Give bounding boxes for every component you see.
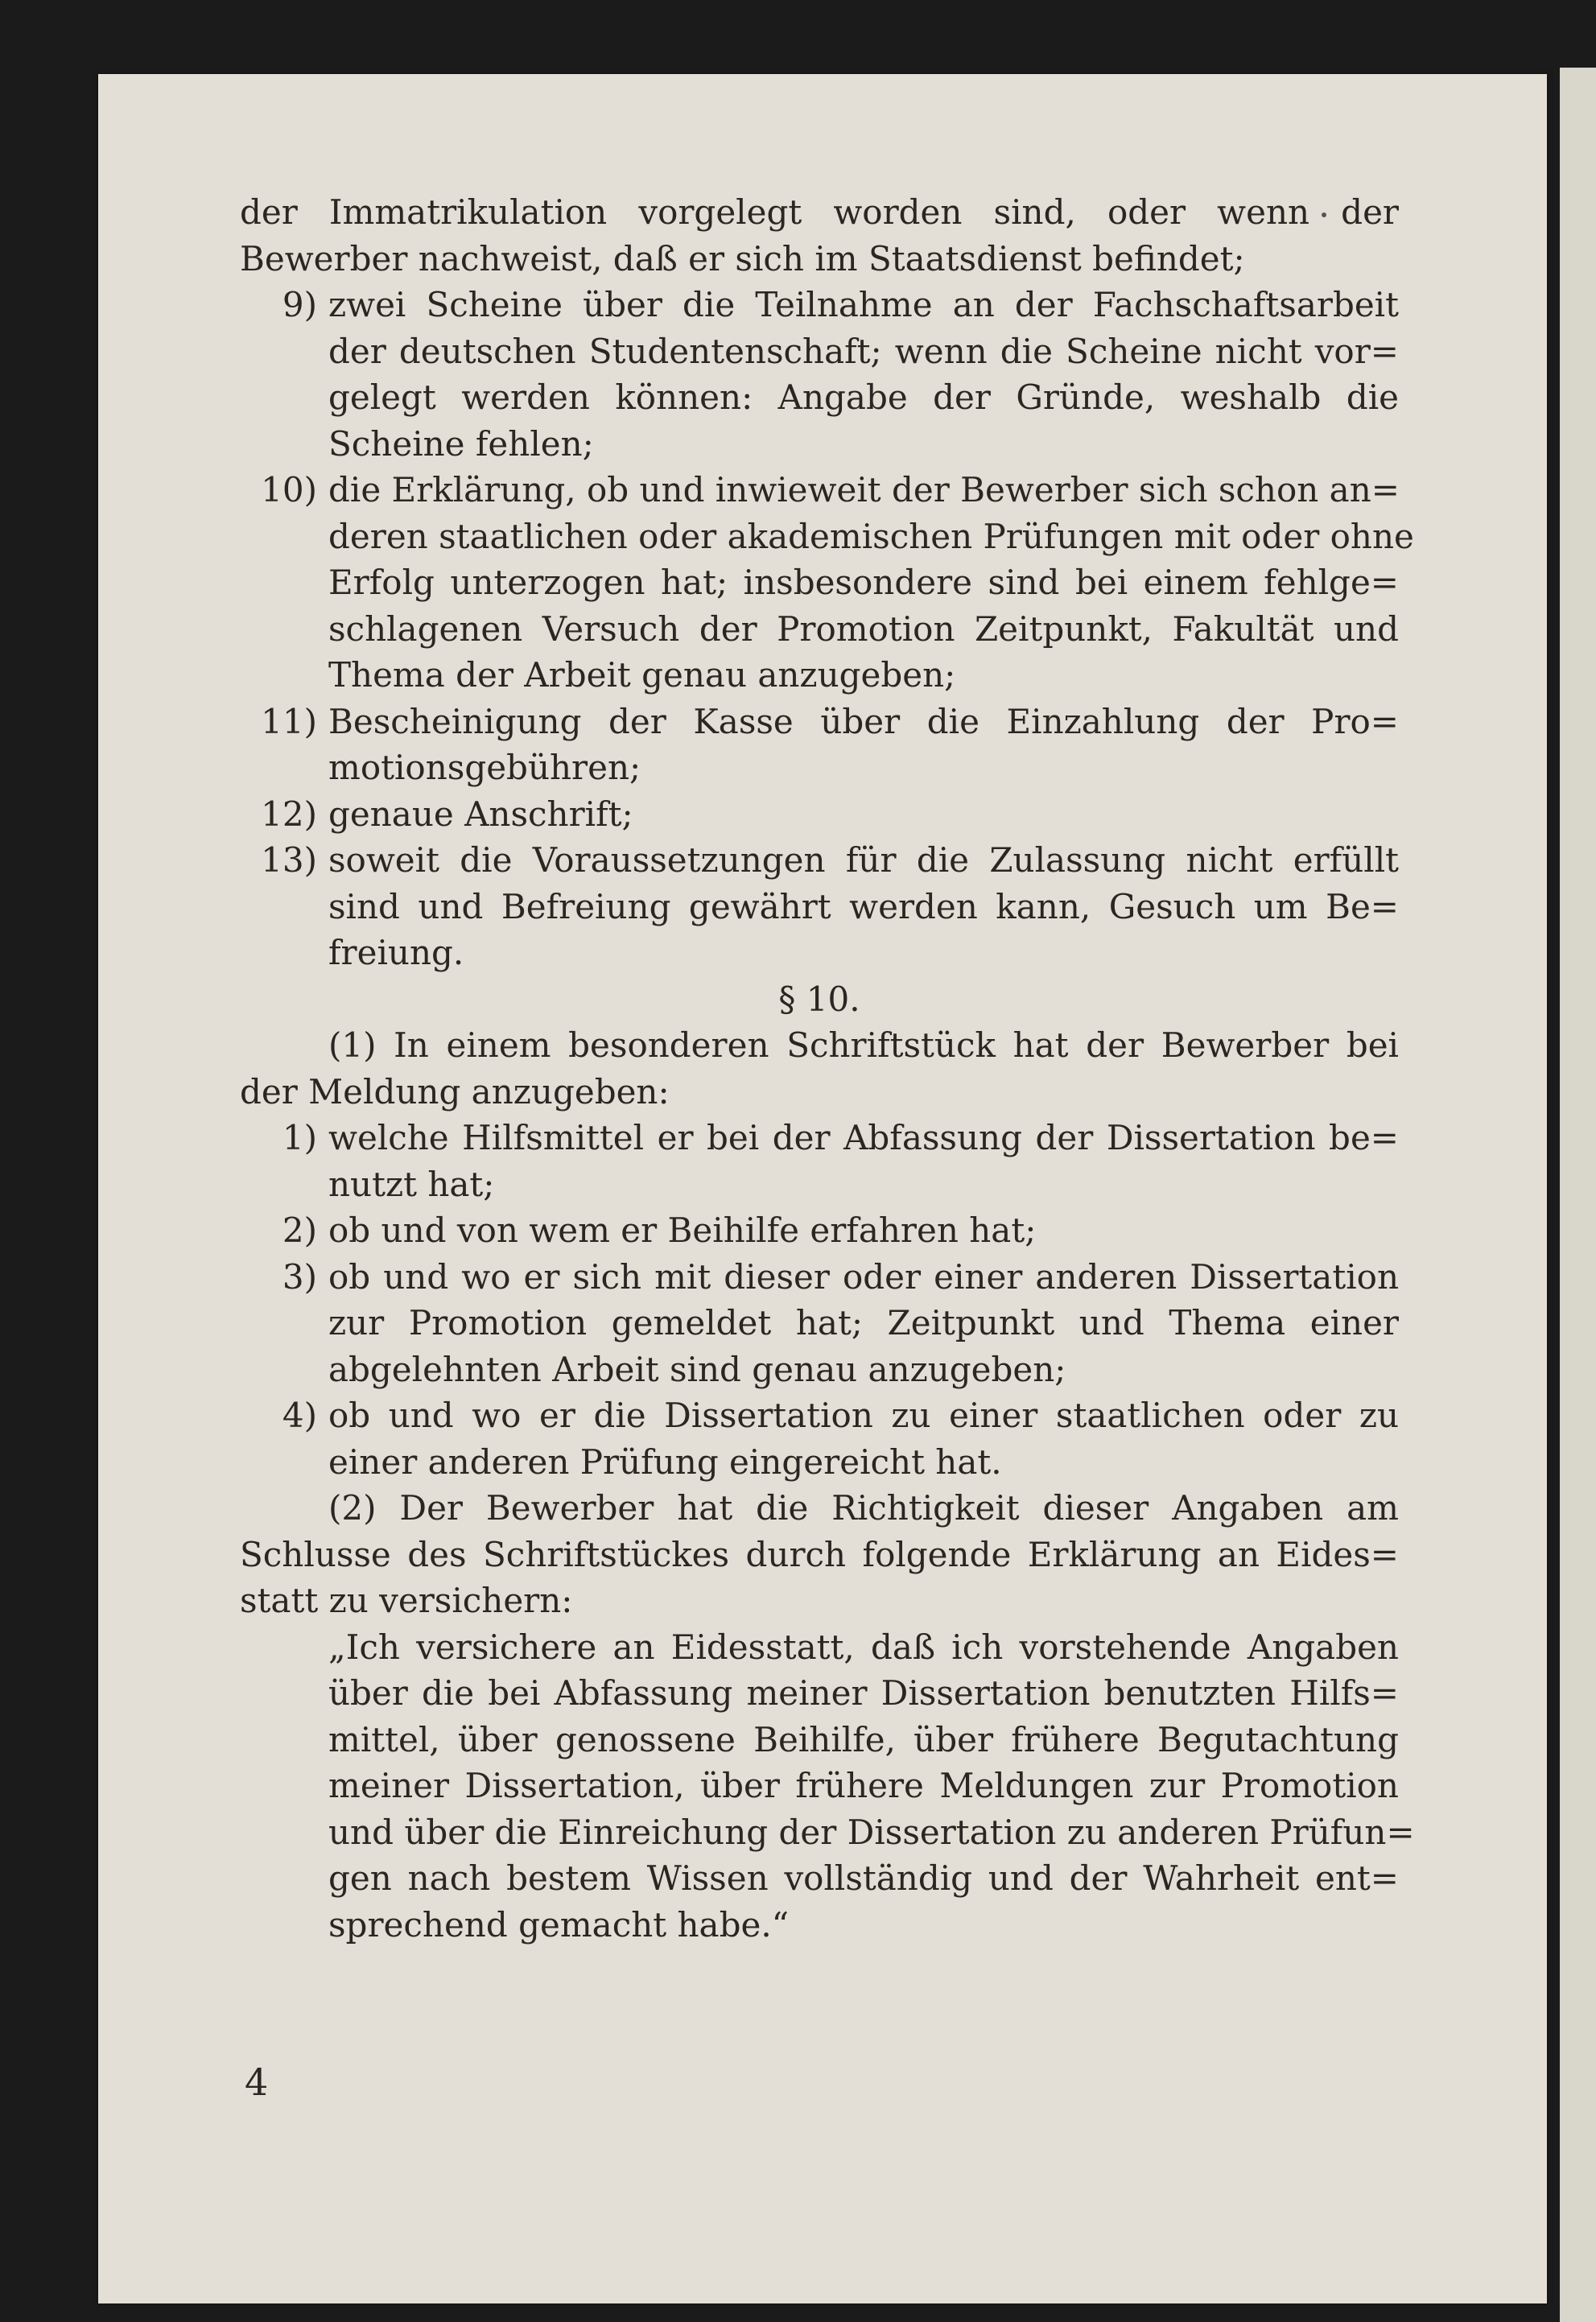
text-line: mittel, über genossene Beihilfe, über frühere Begutachtung	[328, 1719, 1399, 1759]
text-line: über die bei Abfassung meiner Dissertation benutzten Hilfs=	[328, 1673, 1399, 1713]
text-line: „Ich versichere an Eidesstatt, daß ich vorstehende Angaben	[328, 1627, 1399, 1667]
item-number: 4)	[282, 1396, 317, 1435]
item-number: 10)	[261, 470, 317, 509]
item-number: 2)	[282, 1210, 317, 1250]
list-item-12	[240, 791, 1399, 838]
text-line: (1) In einem besonderen Schriftstück hat der Bewerber bei	[328, 1025, 1399, 1065]
text-line: statt zu versichern:	[240, 1581, 573, 1620]
oath-quote	[240, 1624, 1415, 1949]
text-line: freiung.	[328, 933, 464, 972]
section-heading: § 10.	[778, 979, 860, 1019]
continuation-block	[240, 189, 1399, 282]
text-line: sprechend gemacht habe.“	[328, 1904, 790, 1945]
list-bottom	[240, 1115, 1399, 1485]
text-line: zur Promotion gemeldet hat; Zeitpunkt und Thema einer	[328, 1303, 1399, 1342]
text-line: Bewerber nachweist, daß er sich im Staatsdienst befindet;	[240, 238, 1245, 278]
text-line: nutzt hat;	[328, 1164, 495, 1204]
list-item-4	[240, 1392, 1399, 1485]
item-number: 1)	[282, 1118, 317, 1157]
text-line: genaue Anschrift;	[328, 794, 633, 834]
text-line: motionsgebühren;	[328, 748, 641, 787]
text-line: sind und Befreiung gewährt werden kann, Gesuch um Be=	[328, 886, 1399, 926]
text-line: soweit die Voraussetzungen für die Zulassung nicht erfüllt	[328, 840, 1399, 880]
text-line: ob und von wem er Beihilfe erfahren hat;	[328, 1210, 1037, 1250]
item-number: 11)	[261, 701, 317, 741]
text-line: abgelehnten Arbeit sind genau anzugeben;	[328, 1349, 1066, 1389]
list-item-2	[240, 1207, 1399, 1254]
text-line: Thema der Arbeit genau anzugeben;	[328, 655, 956, 695]
text-line: ob und wo er sich mit dieser oder einer anderen Dissertation	[328, 1256, 1399, 1297]
text-line: gelegt werden können: Angabe der Gründe, weshalb die	[328, 377, 1399, 417]
list-item-13	[240, 837, 1399, 976]
list-item-11	[240, 699, 1399, 791]
paragraph-2	[240, 1485, 1399, 1624]
list-item-10	[240, 467, 1414, 699]
text-line: welche Hilfsmittel er bei der Abfassung der Dissertation be=	[328, 1118, 1399, 1157]
list-item-9	[240, 282, 1399, 467]
adjacent-page-edge	[1560, 68, 1596, 2322]
page-number: 4	[245, 2060, 269, 2104]
item-number: 12)	[261, 794, 317, 834]
item-number: 9)	[282, 285, 317, 324]
text-line: ob und wo er die Dissertation zu einer staatlichen oder zu	[328, 1396, 1399, 1435]
text-line: der deutschen Studentenschaft; wenn die Scheine nicht vor=	[328, 331, 1399, 371]
item-number: 3)	[282, 1256, 317, 1297]
text-line: Scheine fehlen;	[328, 423, 594, 464]
text-line: schlagenen Versuch der Promotion Zeitpunkt, Fakultät und	[328, 608, 1399, 649]
list-top	[240, 282, 1414, 976]
paragraph-1	[240, 1022, 1399, 1115]
text-line: und über die Einreichung der Dissertation zu anderen Prüfun=	[328, 1812, 1415, 1852]
text-line: einer anderen Prüfung eingereicht hat.	[328, 1441, 1002, 1482]
text-line: zwei Scheine über die Teilnahme an der Fachschaftsarbeit	[328, 285, 1399, 324]
text-line: die Erklärung, ob und inwieweit der Bewerber sich schon an=	[328, 470, 1400, 509]
text-line: meiner Dissertation, über frühere Meldungen zur Promotion	[328, 1766, 1399, 1805]
text-line: gen nach bestem Wissen vollständig und der Wahrheit ent=	[328, 1858, 1399, 1898]
page-body	[240, 189, 1415, 1948]
text-line: (2) Der Bewerber hat die Richtigkeit dieser Angaben am	[328, 1488, 1399, 1528]
text-line: Erfolg unterzogen hat; insbesondere sind bei einem fehlge=	[328, 563, 1399, 602]
text-line: Schlusse des Schriftstückes durch folgende Erklärung an Eides=	[240, 1534, 1399, 1574]
text-line: deren staatlichen oder akademischen Prüfungen mit oder ohne	[328, 516, 1414, 556]
text-line: der Immatrikulation vorgelegt worden sind, oder wenn der	[240, 192, 1399, 232]
text-line: Bescheinigung der Kasse über die Einzahlung der Pro=	[328, 701, 1399, 741]
text-line: der Meldung anzugeben:	[240, 1071, 670, 1112]
item-number: 13)	[261, 840, 317, 880]
list-item-3	[240, 1254, 1399, 1393]
list-item-1	[240, 1115, 1399, 1207]
